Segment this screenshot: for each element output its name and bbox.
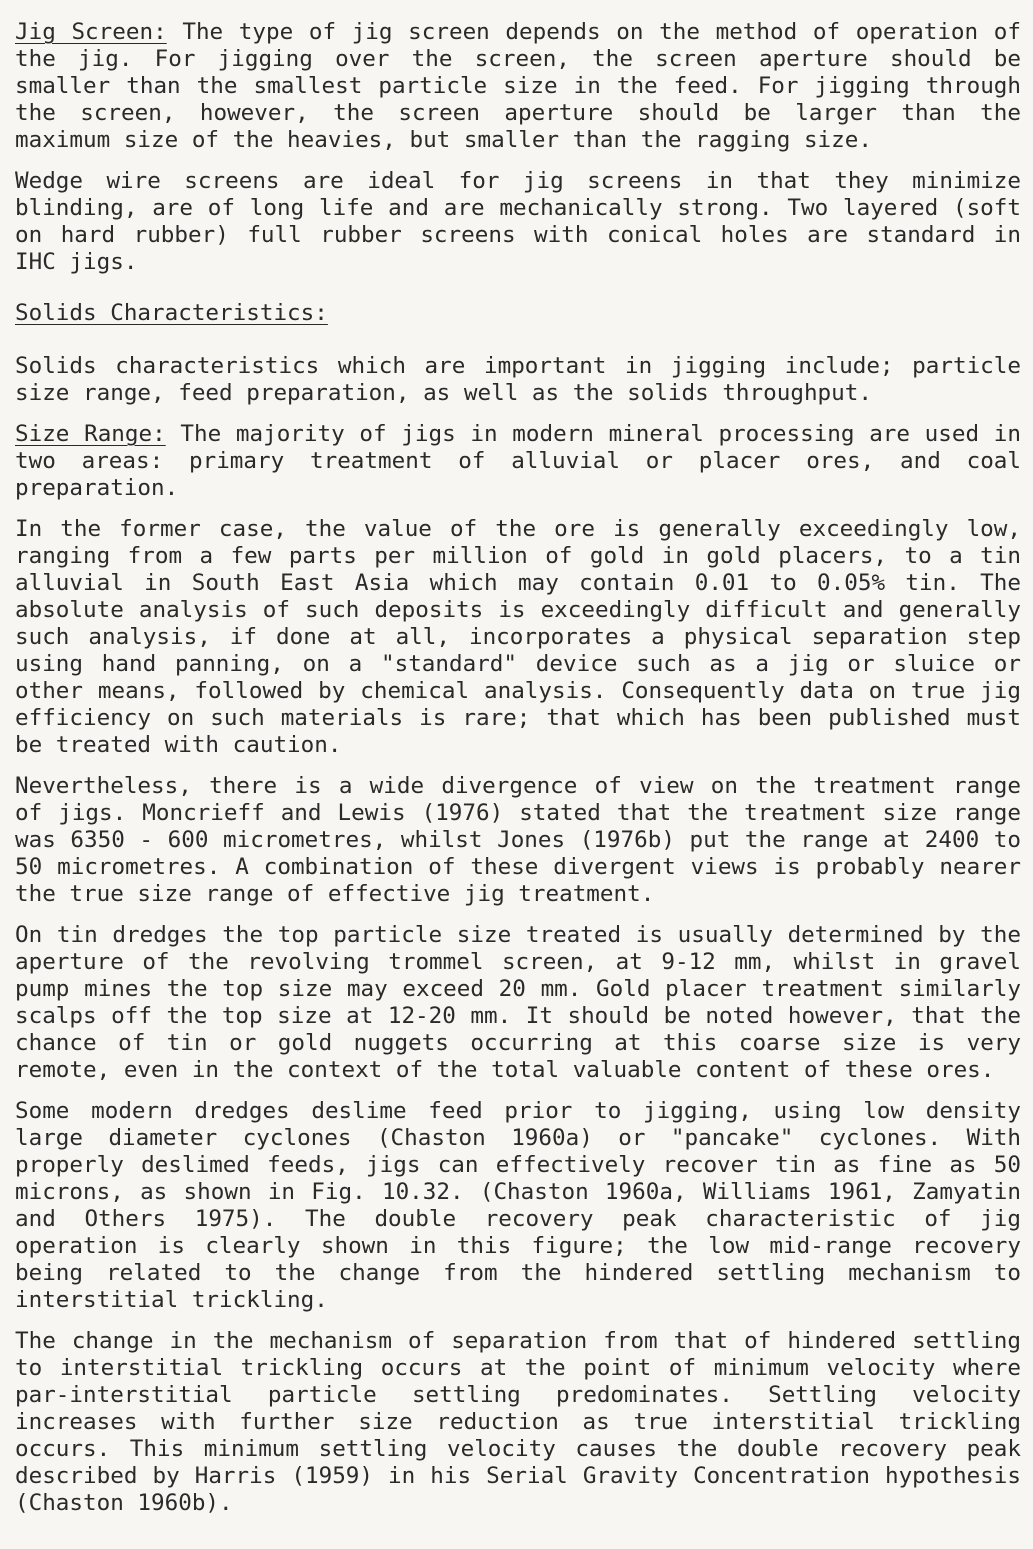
jig-screen-text: The type of jig screen depends on the method of operation of the jig. For jigging over the screen, the screen aperture should be smaller than the smallest particle size in the feed. For jigging through the screen, however, the screen aperture should be larger than the maximum size of the heavies, but smaller than the ragging size. [15,19,1021,153]
paragraph-wedge-wire: Wedge wire screens are ideal for jig screens in that they minimize blinding, are of long life and are mechanically strong. Two layered (soft on hard rubber) full rubber screens with conical holes are standard in IHC jigs. [15,168,1021,275]
size-range-label: Size Range: [15,421,166,447]
solids-characteristics-heading [15,300,1021,327]
paragraph-former-case: In the former case, the value of the ore is generally exceedingly low, ranging from a few parts per million of gold in gold placers, to a tin alluvial in South East Asia which may contain 0.01 to 0.05% tin. The absolute analysis of such deposits is exceedingly difficult and generally such analysis, if done at all, incorporates a physical separation step using hand panning, on a "standard" device such as a jig or sluice or other means, followed by chemical analysis. Consequently data on true jig efficiency on such materials is rare; that which has been published must be treated with caution. [15,516,1021,758]
paragraph-jig-screen [15,19,1021,154]
size-range-text: The majority of jigs in modern mineral processing are used in two areas: primary treatment of alluvial or placer ores, and coal preparation. [15,421,1021,501]
paragraph-modern-dredges: Some modern dredges deslime feed prior to jigging, using low density large diameter cyclones (Chaston 1960a) or "pancake" cyclones. With properly deslimed feeds, jigs can effectively recover tin as fine as 50 microns, as shown in Fig. 10.32. (Chaston 1960a, Williams 1961, Zamyatin and Others 1975). The double recovery peak characteristic of jig operation is clearly shown in this figure; the low mid-range recovery being related to the change from the hindered settling mechanism to interstitial trickling. [15,1098,1021,1313]
paragraph-solids-intro: Solids characteristics which are important in jigging include; particle size range, feed preparation, as well as the solids throughput. [15,353,1021,406]
paragraph-change-mechanism: The change in the mechanism of separation from that of hindered settling to interstitial trickling occurs at the point of minimum velocity where par-interstitial particle settling predominates. Settling velocity increases with further size reduction as true interstitial trickling occurs. This minimum settling velocity causes the double recovery peak described by Harris (1959) in his Serial Gravity Concentration hypothesis (Chaston 1960b). [15,1328,1021,1516]
paragraph-nevertheless: Nevertheless, there is a wide divergence of view on the treatment range of jigs. Moncrieff and Lewis (1976) stated that the treatment size range was 6350 - 600 micrometres, whilst Jones (1976b) put the range at 2400 to 50 micrometres. A combination of these divergent views is probably nearer the true size range of effective jig treatment. [15,773,1021,907]
paragraph-size-range [15,421,1021,502]
document-page [15,19,1021,1531]
jig-screen-label: Jig Screen: [15,19,167,45]
paragraph-tin-dredges: On tin dredges the top particle size treated is usually determined by the aperture of the revolving trommel screen, at 9-12 mm, whilst in gravel pump mines the top size may exceed 20 mm. Gold placer treatment similarly scalps off the top size at 12-20 mm. It should be noted however, that the chance of tin or gold nuggets occurring at this coarse size is very remote, even in the context of the total valuable content of these ores. [15,922,1021,1083]
solids-heading-text: Solids Characteristics: [15,300,328,326]
